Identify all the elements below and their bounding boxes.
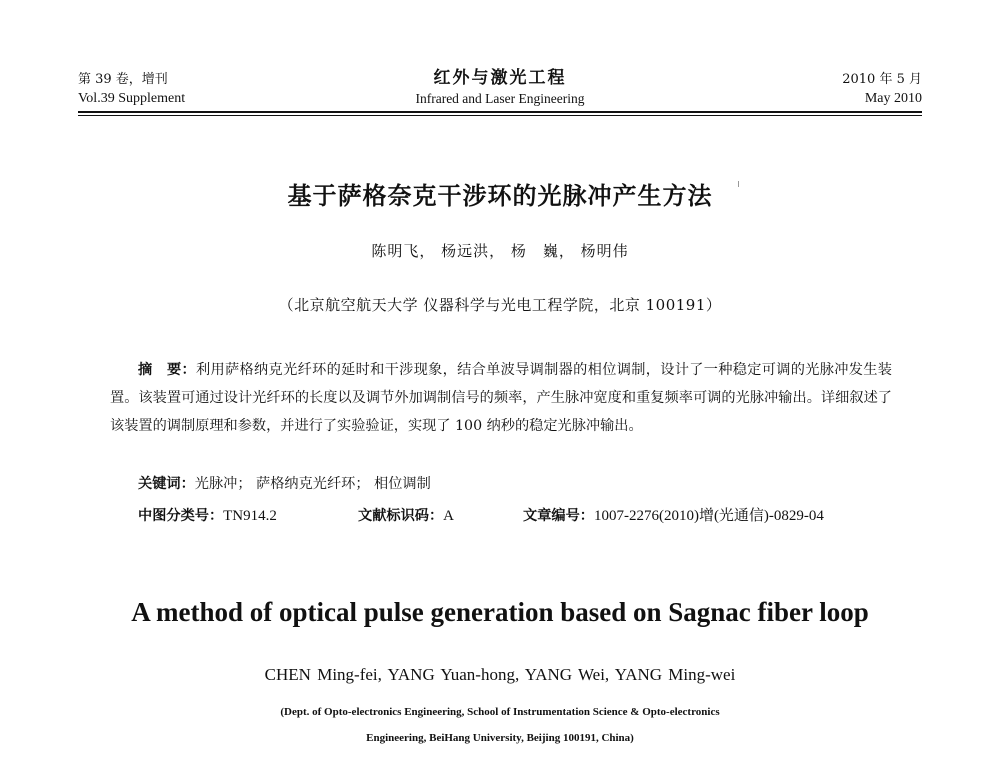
keywords-text: 光脉冲； 萨格纳克光纤环； 相位调制 — [194, 476, 431, 492]
keywords-label: 关键词： — [138, 476, 195, 492]
scan-mark — [738, 181, 739, 187]
header-rule-thin — [78, 115, 922, 116]
abstract-text: 利用萨格纳克光纤环的延时和干涉现象，结合单波导调制器的相位调制，设计了一种稳定可调的光脉冲发生装置。该装置可通过设计光纤环的长度以及调节外加调制信号的频率，产生脉冲宽度和重复频率可调的光脉冲输出。详细叙述了该装置的调制原理和参数，并进行了实验验证，实现了 100 纳秒的稳定光脉冲输出。 — [110, 362, 892, 434]
journal-date — [842, 70, 922, 108]
journal-volume — [78, 70, 185, 108]
classification-line — [138, 502, 824, 530]
date-en: May 2010 — [864, 91, 922, 106]
clc-value: TN914.2 — [223, 508, 277, 524]
journal-name — [330, 68, 670, 108]
article-id-value: 1007-2276(2010)增(光通信)-0829-04 — [593, 508, 824, 524]
journal-name-en: Infrared and Laser Engineering — [415, 91, 585, 106]
paper-title-cn: 基于萨格奈克干涉环的光脉冲产生方法 — [287, 182, 713, 210]
abstract-cn — [110, 356, 892, 440]
affiliation-en-line1: (Dept. of Opto-electronics Engineering, School of Instrumentation Science & Opto-electronics — [280, 706, 720, 718]
volume-cn: 第 39 卷，增刊 — [78, 72, 168, 87]
keywords-cn — [138, 470, 431, 498]
affiliation-en-line2: Engineering, BeiHang University, Beijing 100191, China) — [366, 732, 634, 744]
authors-en: CHEN Ming-fei, YANG Yuan-hong, YANG Wei, YANG Ming-wei — [264, 665, 736, 684]
doc-code-value: A — [443, 508, 454, 524]
abstract-label: 摘 要： — [138, 362, 197, 378]
header-rule-thick — [78, 111, 922, 113]
affiliation-cn: （北京航空航天大学 仪器科学与光电工程学院，北京 100191） — [278, 296, 722, 314]
volume-en: Vol.39 Supplement — [78, 91, 186, 106]
affiliation-en — [0, 699, 1000, 751]
authors-cn: 陈明飞， 杨远洪， 杨 巍， 杨明伟 — [371, 242, 629, 260]
doc-code-label: 文献标识码： — [358, 508, 444, 524]
journal-name-cn: 红外与激光工程 — [433, 68, 567, 88]
clc-label: 中图分类号： — [138, 508, 224, 524]
paper-title-en: A method of optical pulse generation based on Sagnac fiber loop — [131, 597, 869, 627]
article-id-label: 文章编号： — [523, 508, 594, 524]
date-cn: 2010 年 5 月 — [842, 72, 922, 87]
